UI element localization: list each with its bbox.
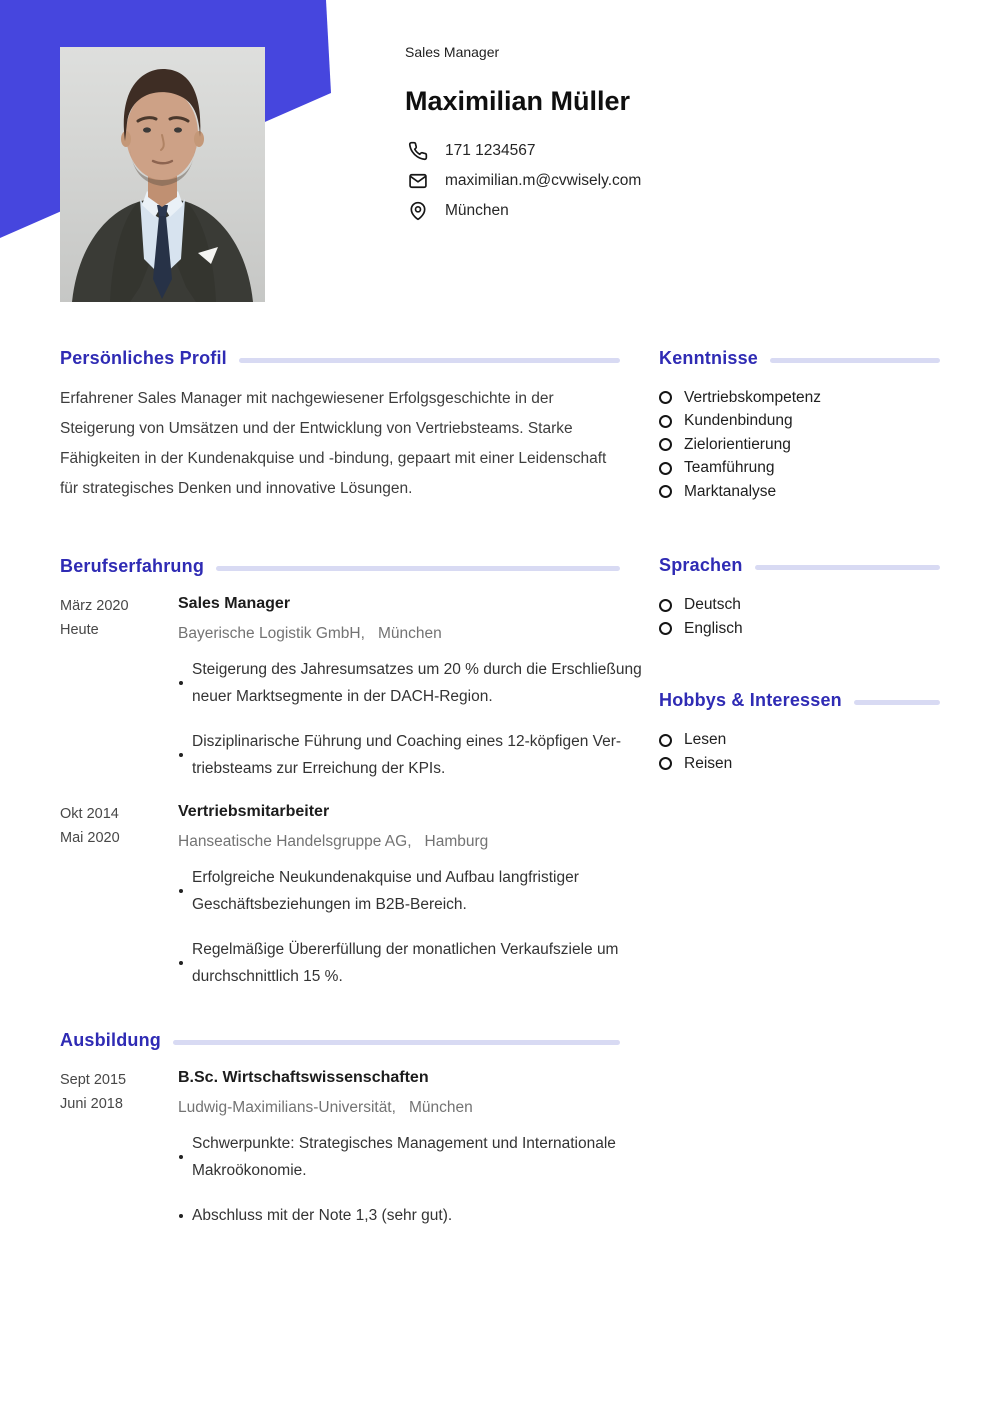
skill-item	[659, 433, 940, 457]
hobbies-section-header	[659, 689, 940, 713]
skill-label: Zielorientierung	[684, 435, 791, 453]
bullet-item	[178, 936, 620, 990]
bullet-item	[178, 1130, 620, 1184]
entry-bullets	[178, 864, 620, 990]
bullet-line: Regelmäßige Übererfüllung der monatlichen Verkaufsziele um	[192, 941, 619, 958]
circle-bullet-icon	[659, 391, 672, 404]
location-pin-icon	[408, 201, 428, 221]
circle-bullet-icon	[659, 438, 672, 451]
main-column	[60, 338, 642, 1229]
entry-company-row	[178, 1098, 620, 1118]
hobbies-section-title: Hobbys & Interessen	[659, 690, 842, 710]
experience-entry	[60, 594, 642, 782]
section-rule	[216, 566, 620, 571]
header	[405, 44, 825, 226]
bullet-line: Makroökonomie.	[192, 1162, 307, 1179]
skills-section-title: Kenntnisse	[659, 347, 759, 368]
entry-company: Bayerische Logistik GmbH,	[178, 625, 365, 642]
circle-bullet-icon	[659, 599, 672, 612]
section-rule	[239, 358, 620, 363]
date-to: Mai 2020	[60, 830, 120, 846]
bullet-item	[178, 1202, 620, 1229]
email-value: maximilian.m@cvwisely.com	[445, 172, 642, 189]
entry-company: Hanseatische Handelsgruppe AG,	[178, 833, 412, 850]
full-name: Maximilian Müller	[405, 86, 631, 116]
job-title: Sales Manager	[405, 44, 500, 60]
section-languages	[659, 554, 940, 641]
profile-text-line: für strategisches Denken und innovative Lösungen.	[60, 480, 413, 497]
date-to: Juni 2018	[60, 1096, 123, 1112]
dot-bullet-icon	[179, 889, 183, 893]
profile-text-line: Erfahrener Sales Manager mit nachgewiesener Erfolgsgeschichte in der	[60, 390, 554, 407]
contact-row-location	[405, 196, 825, 226]
entry-body	[178, 1068, 620, 1229]
skills-section-header	[659, 346, 940, 370]
bullet-line: Abschluss mit der Note 1,3 (sehr gut).	[192, 1207, 453, 1224]
section-profile	[60, 346, 620, 504]
bullet-line: durchschnittlich 15 %.	[192, 968, 343, 985]
location-value: München	[445, 202, 509, 219]
profile-photo	[60, 47, 265, 302]
profile-section-header	[60, 346, 620, 370]
hobby-label: Reisen	[684, 754, 733, 772]
entry-location: München	[377, 625, 442, 642]
languages-section-title: Sprachen	[659, 555, 743, 575]
entry-company-row	[178, 832, 620, 852]
bullet-line: triebsteams zur Erreichung der KPIs.	[192, 760, 446, 777]
bullet-line: Disziplinarische Führung und Coaching eines 12-köpfigen Ver-	[192, 733, 622, 750]
section-hobbies	[659, 689, 940, 776]
bullet-line: Schwerpunkte: Strategisches Management und Internationale	[192, 1135, 616, 1152]
section-skills	[659, 346, 940, 504]
section-experience	[60, 554, 642, 990]
bullet-item	[178, 864, 620, 918]
language-item	[659, 617, 940, 641]
phone-value: 171 1234567	[445, 142, 536, 159]
section-education	[60, 1028, 620, 1229]
profile-text	[60, 384, 620, 504]
hobby-label: Lesen	[684, 731, 727, 749]
dot-bullet-icon	[179, 1155, 183, 1159]
circle-bullet-icon	[659, 622, 672, 635]
bullet-line: Erfolgreiche Neukundenakquise und Aufbau langfristiger	[192, 869, 579, 886]
section-rule	[854, 700, 940, 705]
dot-bullet-icon	[179, 681, 183, 685]
profile-text-line: Steigerung von Umsätzen und der Entwicklung von Vertriebsteams. Starke	[60, 420, 573, 437]
entry-body	[178, 802, 620, 990]
date-from: Okt 2014	[60, 806, 119, 822]
hobby-item	[659, 729, 940, 753]
mail-icon	[408, 171, 428, 191]
entry-title: Sales Manager	[178, 595, 291, 612]
contact-row-email	[405, 166, 825, 196]
circle-bullet-icon	[659, 757, 672, 770]
skill-item	[659, 480, 940, 504]
entry-title: Vertriebsmitarbeiter	[178, 803, 330, 820]
portrait-illustration	[60, 47, 265, 302]
skill-label: Marktanalyse	[684, 482, 777, 500]
sidebar-column	[659, 338, 940, 776]
entry-location: Hamburg	[424, 833, 489, 850]
profile-text-line: Fähigkeiten in der Kundenakquise und -bindung, gepaart mit einer Leidenschaft	[60, 450, 607, 467]
skill-label: Kundenbindung	[684, 412, 793, 430]
bullet-line: Geschäftsbeziehungen im B2B-Bereich.	[192, 896, 467, 913]
entry-location: München	[408, 1099, 473, 1116]
circle-bullet-icon	[659, 415, 672, 428]
skill-item	[659, 457, 940, 481]
skill-label: Teamführung	[684, 459, 775, 477]
bullet-item	[178, 728, 642, 782]
entry-bullets	[178, 656, 642, 782]
language-item	[659, 594, 940, 618]
bullet-line: Steigerung des Jahresumsatzes um 20 % durch die Erschließung	[192, 661, 642, 678]
languages-section-header	[659, 554, 940, 578]
experience-entry	[60, 802, 620, 990]
experience-section-header	[60, 554, 620, 578]
language-label: Englisch	[684, 619, 743, 637]
languages-list	[659, 594, 940, 641]
phone-icon	[408, 141, 428, 161]
hobbies-list	[659, 729, 940, 776]
skill-item	[659, 386, 940, 410]
circle-bullet-icon	[659, 485, 672, 498]
experience-section-title: Berufserfahrung	[60, 555, 205, 576]
entry-dates	[60, 594, 178, 782]
section-rule	[173, 1040, 620, 1045]
entry-bullets	[178, 1130, 620, 1229]
entry-body	[178, 594, 642, 782]
hobby-item	[659, 752, 940, 776]
entry-dates	[60, 1068, 178, 1229]
entry-school: Ludwig-Maximilians-Universität,	[178, 1099, 396, 1116]
date-from: Sept 2015	[60, 1072, 127, 1088]
contact-row-phone	[405, 136, 825, 166]
bullet-item	[178, 656, 642, 710]
section-rule	[755, 565, 940, 570]
language-label: Deutsch	[684, 596, 741, 614]
education-section-header	[60, 1028, 620, 1052]
dot-bullet-icon	[179, 961, 183, 965]
profile-section-title: Persönliches Profil	[60, 347, 227, 368]
education-section-title: Ausbildung	[60, 1029, 161, 1050]
bullet-line: neuer Marktsegmente in der DACH-Region.	[192, 688, 493, 705]
date-to: Heute	[60, 622, 99, 638]
date-from: März 2020	[60, 598, 129, 614]
circle-bullet-icon	[659, 734, 672, 747]
entry-title: B.Sc. Wirtschaftswissenschaften	[178, 1069, 429, 1086]
entry-company-row	[178, 624, 642, 644]
dot-bullet-icon	[179, 1214, 183, 1218]
dot-bullet-icon	[179, 753, 183, 757]
skill-label: Vertriebskompetenz	[684, 388, 821, 406]
entry-dates	[60, 802, 178, 990]
skill-item	[659, 410, 940, 434]
circle-bullet-icon	[659, 462, 672, 475]
section-rule	[770, 358, 940, 363]
contact-list	[405, 136, 825, 226]
education-entry	[60, 1068, 620, 1229]
skills-list	[659, 386, 940, 504]
